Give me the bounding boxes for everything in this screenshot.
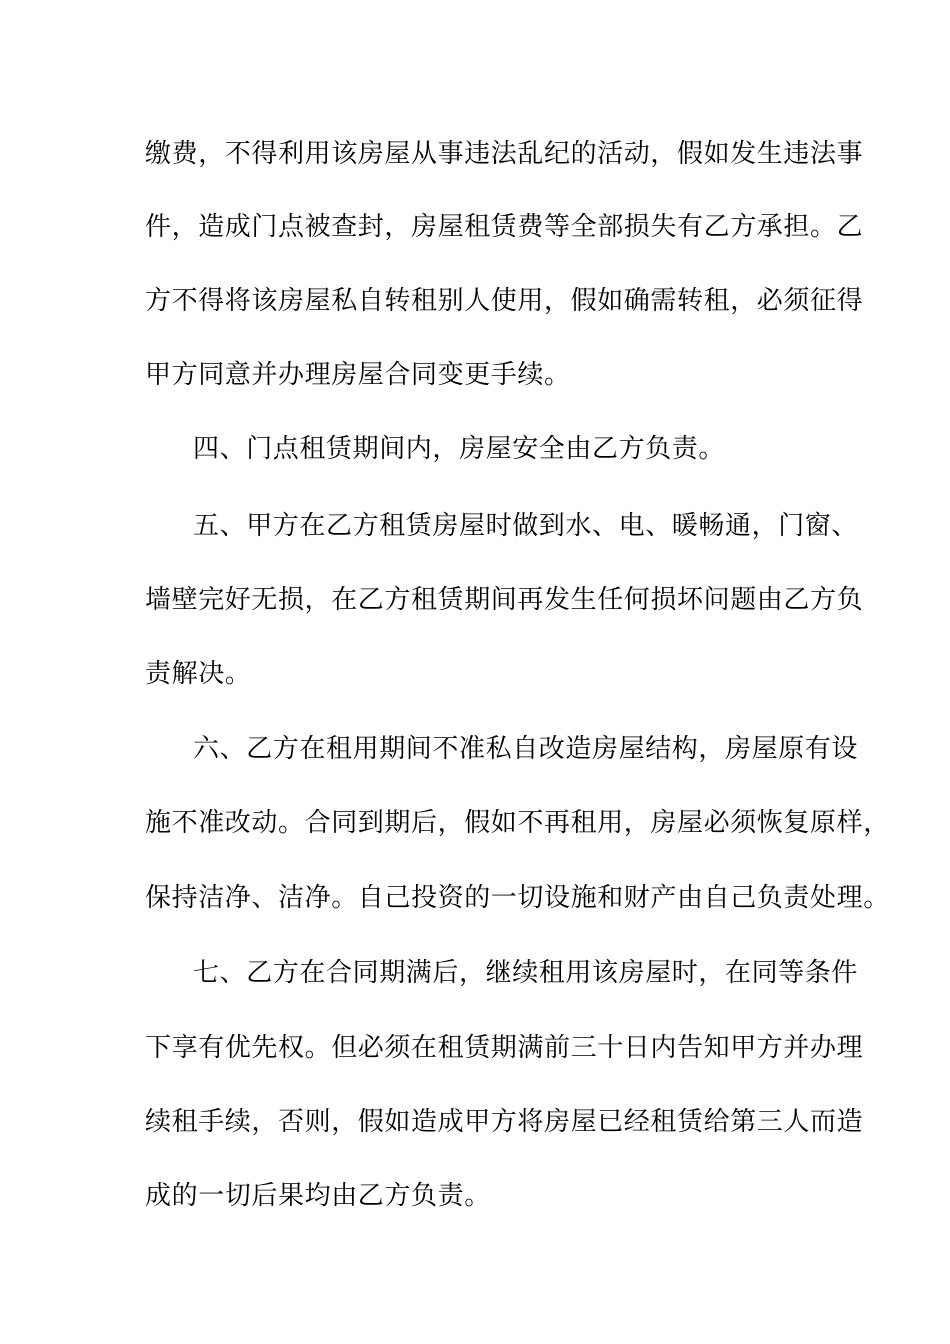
text-line: 六、乙方在租用期间不准私自改造房屋结构，房屋原有设 xyxy=(193,734,859,764)
text-line: 缴费，不得利用该房屋从事违法乱纪的活动，假如发生违法事 xyxy=(145,139,864,169)
text-line: 责解决。 xyxy=(145,659,252,689)
text-line: 甲方同意并办理房屋合同变更手续。 xyxy=(145,360,571,390)
text-line: 四、门点租赁期间内，房屋安全由乙方负责。 xyxy=(193,434,726,464)
text-line: 下享有优先权。但必须在租赁期满前三十日内告知甲方并办理 xyxy=(145,1033,864,1063)
text-line: 七、乙方在合同期满后，继续租用该房屋时，在同等条件 xyxy=(193,958,859,988)
text-line: 墙壁完好无损，在乙方租赁期间再发生任何损坏问题由乙方负 xyxy=(145,585,864,615)
text-line: 成的一切后果均由乙方负责。 xyxy=(145,1181,491,1211)
text-line: 保持洁净、洁净。自己投资的一切设施和财产由自己负责处理。 xyxy=(145,883,890,913)
text-line: 方不得将该房屋私自转租别人使用，假如确需转租，必须征得 xyxy=(145,286,864,316)
text-line: 五、甲方在乙方租赁房屋时做到水、电、暖畅通，门窗、 xyxy=(193,511,859,541)
text-line: 续租手续，否则，假如造成甲方将房屋已经租赁给第三人而造 xyxy=(145,1107,864,1137)
text-line: 施不准改动。合同到期后，假如不再租用，房屋必须恢复原样， xyxy=(145,808,890,838)
text-line: 件，造成门点被查封，房屋租赁费等全部损失有乙方承担。乙 xyxy=(145,212,864,242)
